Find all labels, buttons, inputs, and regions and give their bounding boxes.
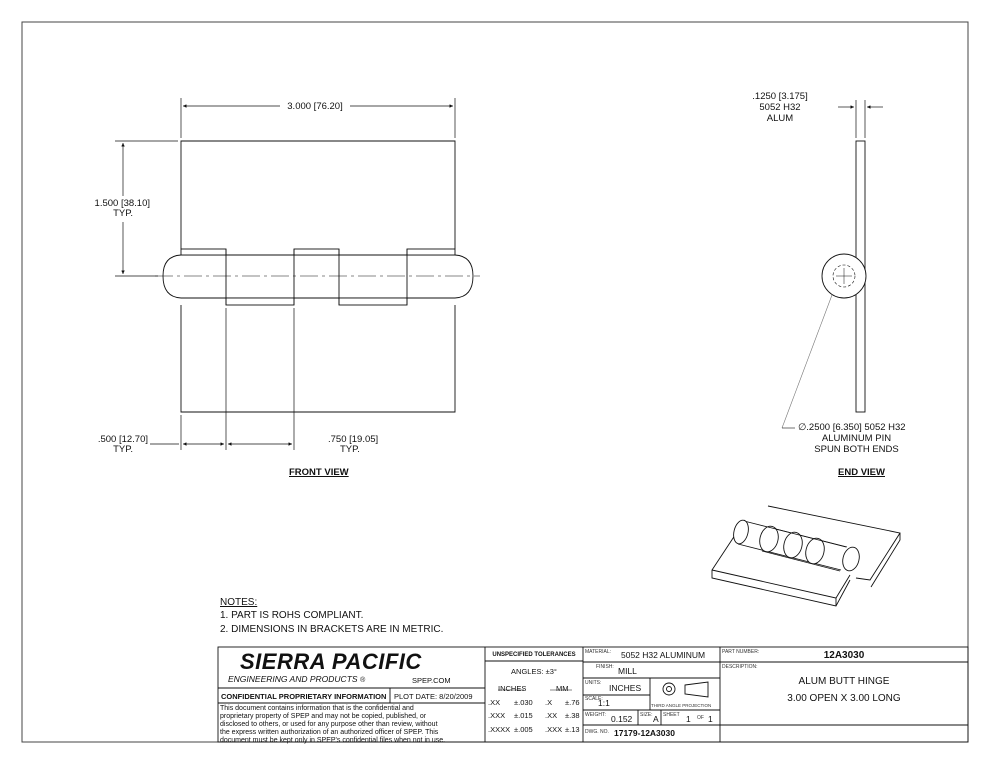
tolerance-mm-header: MM: [556, 684, 569, 693]
sheet-border: [22, 22, 968, 742]
front-height-typ: TYP.: [113, 208, 133, 219]
disclaimer-line: proprietary property of SPEP and may not be copied, published, or: [220, 713, 427, 720]
part-number-label: PART NUMBER:: [722, 649, 760, 655]
company-name: SIERRA PACIFIC: [240, 649, 422, 674]
disclaimer-line: document must be kept only in SPEP's confidential files when not in use.: [220, 737, 446, 744]
knuckle-end-typ: TYP.: [113, 444, 133, 455]
notes-title: NOTES:: [220, 597, 258, 608]
weight-value: 0.152: [611, 714, 633, 724]
pin-dimension: ∅.2500 [6.350] 5052 H32: [798, 422, 906, 433]
tolerance-inch-value: ±.005: [514, 725, 533, 734]
isometric-view-drawing: [712, 506, 900, 606]
tolerance-angles: ANGLES: ±3°: [511, 667, 557, 676]
end-view-drawing: [782, 100, 883, 428]
disclaimer-line: the express written authorization of an authorized officer of SPEP. This: [220, 729, 439, 736]
dwg-no-value: 17179-12A3030: [614, 728, 675, 738]
tolerance-inch-label: .XXX: [488, 711, 506, 720]
tolerance-mm-value: ±.76: [565, 698, 580, 707]
units-label: UNITS:: [585, 680, 602, 686]
pin-finish: SPUN BOTH ENDS: [814, 444, 899, 455]
note-item: 1. PART IS ROHS COMPLIANT.: [220, 610, 364, 621]
tolerance-mm-label: .XXX: [545, 725, 563, 734]
dwg-no-label: DWG. NO.: [585, 729, 609, 735]
weight-label: WEIGHT:: [585, 712, 606, 718]
confidential-title: CONFIDENTIAL PROPRIETARY INFORMATION: [221, 692, 387, 701]
front-width-dimension: 3.000 [76.20]: [287, 101, 343, 112]
registered-mark: ®: [359, 677, 366, 684]
company-website: SPEP.COM: [412, 676, 451, 685]
thickness-material: 5052 H32: [759, 102, 801, 113]
disclaimer-line: This document contains information that is the confidential and: [220, 705, 414, 712]
tolerance-inch-value: ±.030: [514, 698, 533, 707]
front-view-label: FRONT VIEW: [289, 467, 349, 478]
thickness-alloy: ALUM: [766, 113, 794, 124]
note-item: 2. DIMENSIONS IN BRACKETS ARE IN METRIC.: [220, 624, 444, 635]
scale-label: SCALE:: [585, 696, 603, 702]
material-label: MATERIAL:: [585, 649, 612, 655]
front-height-dimension: 1.500 [38.10]: [94, 198, 150, 209]
tolerance-mm-value: ±.38: [565, 711, 580, 720]
scale-value: 1:1: [598, 698, 610, 708]
description-line: 3.00 OPEN X 3.00 LONG: [787, 693, 901, 704]
material-value: 5052 H32 ALUMINUM: [621, 650, 706, 660]
plot-date: PLOT DATE: 8/20/2009: [394, 692, 473, 701]
finish-value: MILL: [618, 666, 637, 676]
description-label: DESCRIPTION:: [722, 664, 758, 670]
thickness-dimension: .1250 [3.175]: [752, 91, 808, 102]
sheet-total: 1: [708, 714, 713, 724]
sheet-label: SHEET: [663, 712, 680, 718]
company-subtitle-text: ENGINEERING AND PRODUCTS: [228, 674, 358, 684]
tolerance-inch-label: .XX: [488, 698, 501, 707]
front-view-dimensions: [115, 98, 455, 450]
tolerance-inches-header: INCHES: [498, 684, 527, 693]
knuckle-mid-dimension: .750 [19.05]: [328, 434, 379, 445]
sheet-of-label: OF: [697, 715, 704, 721]
description-line: ALUM BUTT HINGE: [798, 676, 890, 687]
tolerance-inch-value: ±.015: [514, 711, 533, 720]
tolerance-mm-label: .X: [545, 698, 553, 707]
size-value: A: [653, 714, 659, 724]
tolerance-inch-label: .XXXX: [488, 725, 511, 734]
tolerance-mm-label: .XX: [545, 711, 558, 720]
projection-label: THIRD ANGLE PROJECTION: [651, 703, 712, 708]
sheet-value: 1: [686, 714, 691, 724]
tolerances-title: UNSPECIFIED TOLERANCES: [492, 652, 576, 658]
disclaimer-line: disclosed to others, or used for any purpose other than review, without: [220, 721, 438, 728]
part-number-value: 12A3030: [823, 650, 865, 661]
front-view-drawing: [155, 141, 480, 412]
knuckle-end-dimension: .500 [12.70]: [97, 434, 148, 445]
size-label: SIZE:: [640, 712, 653, 718]
end-view-label: END VIEW: [838, 467, 885, 478]
company-subtitle: [228, 674, 365, 686]
knuckle-mid-typ: TYP.: [340, 444, 360, 455]
pin-material: ALUMINUM PIN: [821, 433, 892, 444]
units-value: INCHES: [609, 683, 642, 693]
finish-label: FINISH:: [596, 664, 614, 670]
tolerance-mm-value: ±.13: [565, 725, 580, 734]
